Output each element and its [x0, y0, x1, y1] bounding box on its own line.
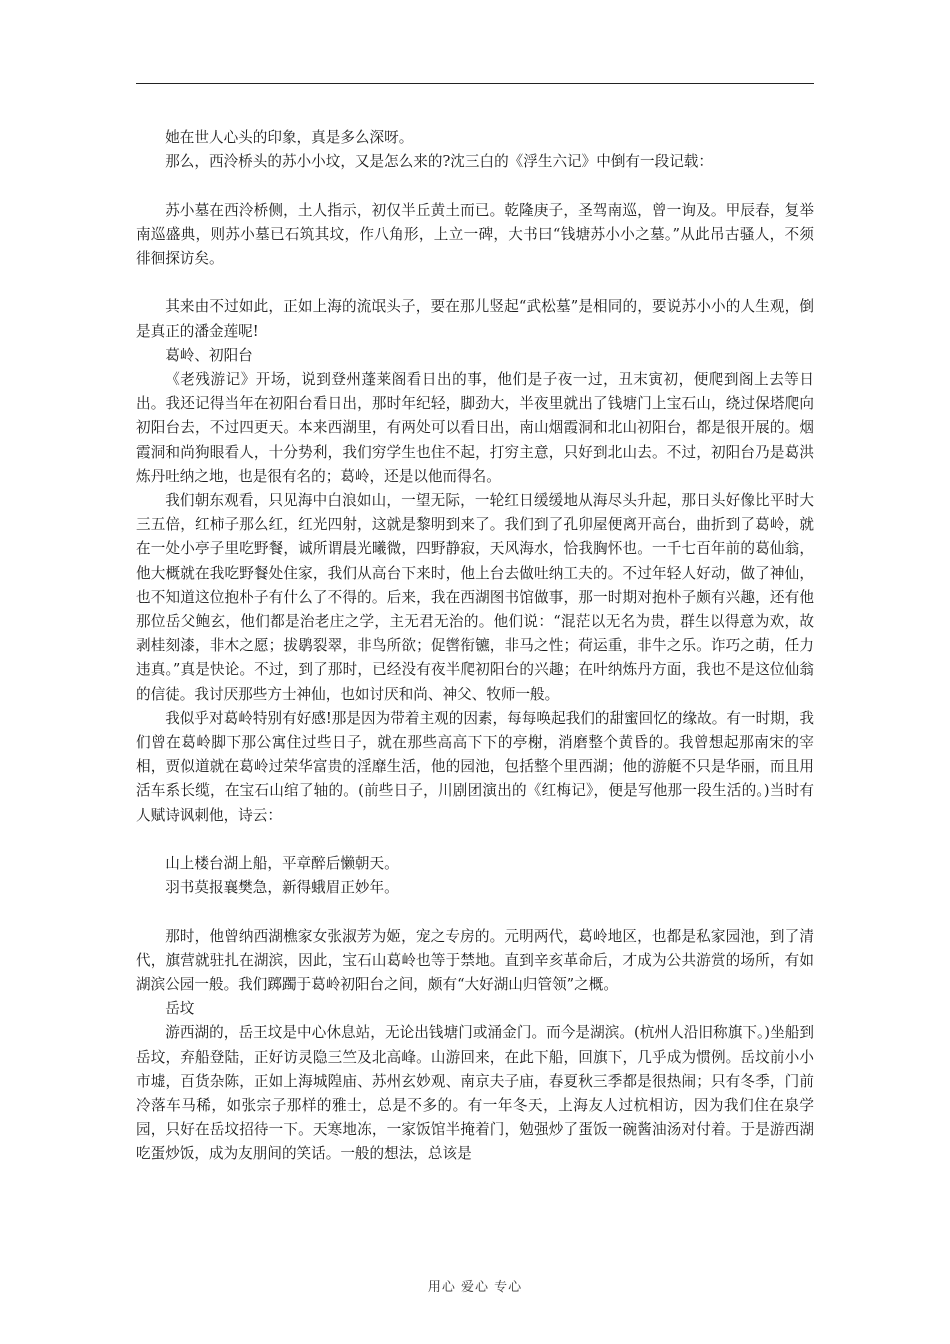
section-heading: 葛岭、初阳台 — [165, 346, 253, 364]
paragraph: 那时，他曾纳西湖樵家女张淑芳为姬，宠之专房的。元明两代，葛岭地区，也都是私家园池，到了清代，旗营就驻扎在湖滨，因此，宝石山葛岭也等于禁地。直到辛亥革命后，才成为公共游赏的场所，有如湖滨公园一般。我们踯躅于葛岭初阳台之间，颇有“大好湖山归管领”之概。 — [136, 927, 814, 994]
paragraph: 她在世人心头的印象，真是多么深呀。 — [165, 129, 414, 146]
poem-line: 羽书莫报襄樊急，新得蛾眉正妙年。 — [165, 879, 399, 897]
quote-paragraph: 苏小墓在西泠桥侧，土人指示，初仅半丘黄土而已。乾隆庚子，圣驾南巡，曾一询及。甲辰春，复举南巡盛典，则苏小墓已石筑其坟，作八角形，上立一碑，大书曰“钱塘苏小小之墓。”从此吊古骚人，不须徘徊探访矣。 — [136, 201, 814, 267]
page-footer: 用心 爱心 专心 — [427, 1280, 523, 1295]
paragraph: 《老残游记》开场，说到登州蓬莱阁看日出的事，他们是子夜一过，丑末寅初，便爬到阁上去等日出。我还记得当年在初阳台看日出，那时年纪轻，脚劲大，半夜里就出了钱塘门上宝石山，绕过保塔爬向初阳台去，不过四更天。本来西湖里，有两处可以看日出，南山烟霞洞和北山初阳台，都是很开展的。烟霞洞和尚狗眼看人，十分势利，我们穷学生也住不起，打穷主意，只好到北山去。不过，初阳台乃是葛洪炼丹吐纳之地，也是很有名的；葛岭，还是以他而得名。 — [136, 371, 814, 485]
paragraph: 我们朝东观看，只见海中白浪如山，一望无际，一轮红日缓缓地从海尽头升起，那日头好像比平时大三五倍，红柿子那么红，红光四射，这就是黎明到来了。我们到了孔卯屋便离开高台，曲折到了葛岭，就在一处小亭子里吃野餐，诚所谓晨光曦微，四野静寂，天风海水，恰我胸怀也。一千七百年前的葛仙翁，他大概就在我吃野餐处住家，我们从高台下来时，他上台去做吐纳工夫的。不过年轻人好动，做了神仙，也不知道这位抱朴子有什么了不得的。后来，我在西湖图书馆做事，那一时期对抱朴子颇有兴趣，还有他那位岳父鲍玄，他们都是治老庄之学，主无君无治的。他们说：“混茫以无名为贵，群生以得意为欢，故剥桂刻漆，非木之愿；拔鹖裂翠，非鸟所欲；促辔衔镳，非马之性；荷运重，非牛之乐。诈巧之萌，任力违真。”真是快论。不过，到了那时，已经没有夜半爬初阳台的兴趣；在叶纳炼丹方面，我也不是这位仙翁的信徒。我讨厌那些方士神仙，也如讨厌和尚、神父、牧师一般。 — [136, 492, 814, 703]
paragraph: 那么，西泠桥头的苏小小坟，又是怎么来的?沈三白的《浮生六记》中倒有一段记载： — [165, 153, 713, 171]
paragraph: 我似乎对葛岭特别有好感!那是因为带着主观的因素，每每唤起我们的甜蜜回忆的缘故。有一时期，我们曾在葛岭脚下那公寓住过些日子，就在那些高高下下的亭榭，消磨整个黄昏的。我曾想起那南宋的宰相，贾似道就在葛岭过荣华富贵的淫靡生活，他的园池，包括整个里西湖；他的游艇不只是华丽，而且用活车系长缆，在宝石山绾了轴的。(前些日子，川剧团演出的《红梅记》，便是写他那一段生活的。)当时有人赋诗讽刺他，诗云： — [136, 709, 814, 824]
poem-line: 山上楼台湖上船，平章醉后懒朝天。 — [165, 855, 399, 873]
paragraph: 其来由不过如此，正如上海的流氓头子，要在那儿竖起“武松墓”是相同的，要说苏小小的人生观，倒是真正的潘金莲呢! — [136, 298, 814, 340]
paragraph: 游西湖的，岳王坟是中心休息站，无论出钱塘门或涌金门。而今是湖滨。(杭州人沿旧称旗下。)坐船到岳坟，弃船登陆，正好访灵隐三竺及北高峰。山游回来，在此下船，回旗下，几乎成为惯例。岳坟前小小市墟，百货杂陈，正如上海城隍庙、苏州玄妙观、南京夫子庙，春夏秋三季都是很热闹；只有冬季，门前冷落车马稀，如张宗子那样的雅士，总是不多的。有一年冬天，上海友人过杭相访，因为我们住在泉学园，只好在岳坟招待一下。天寒地冻，一家饭馆半掩着门，勉强炒了蛋饭一碗酱油汤对付着。于是游西湖吃蛋炒饭，成为友朋间的笑话。一般的想法，总该是 — [136, 1024, 814, 1163]
header-rule — [136, 83, 814, 84]
section-heading: 岳坟 — [165, 1000, 195, 1018]
document-body — [136, 126, 814, 1167]
